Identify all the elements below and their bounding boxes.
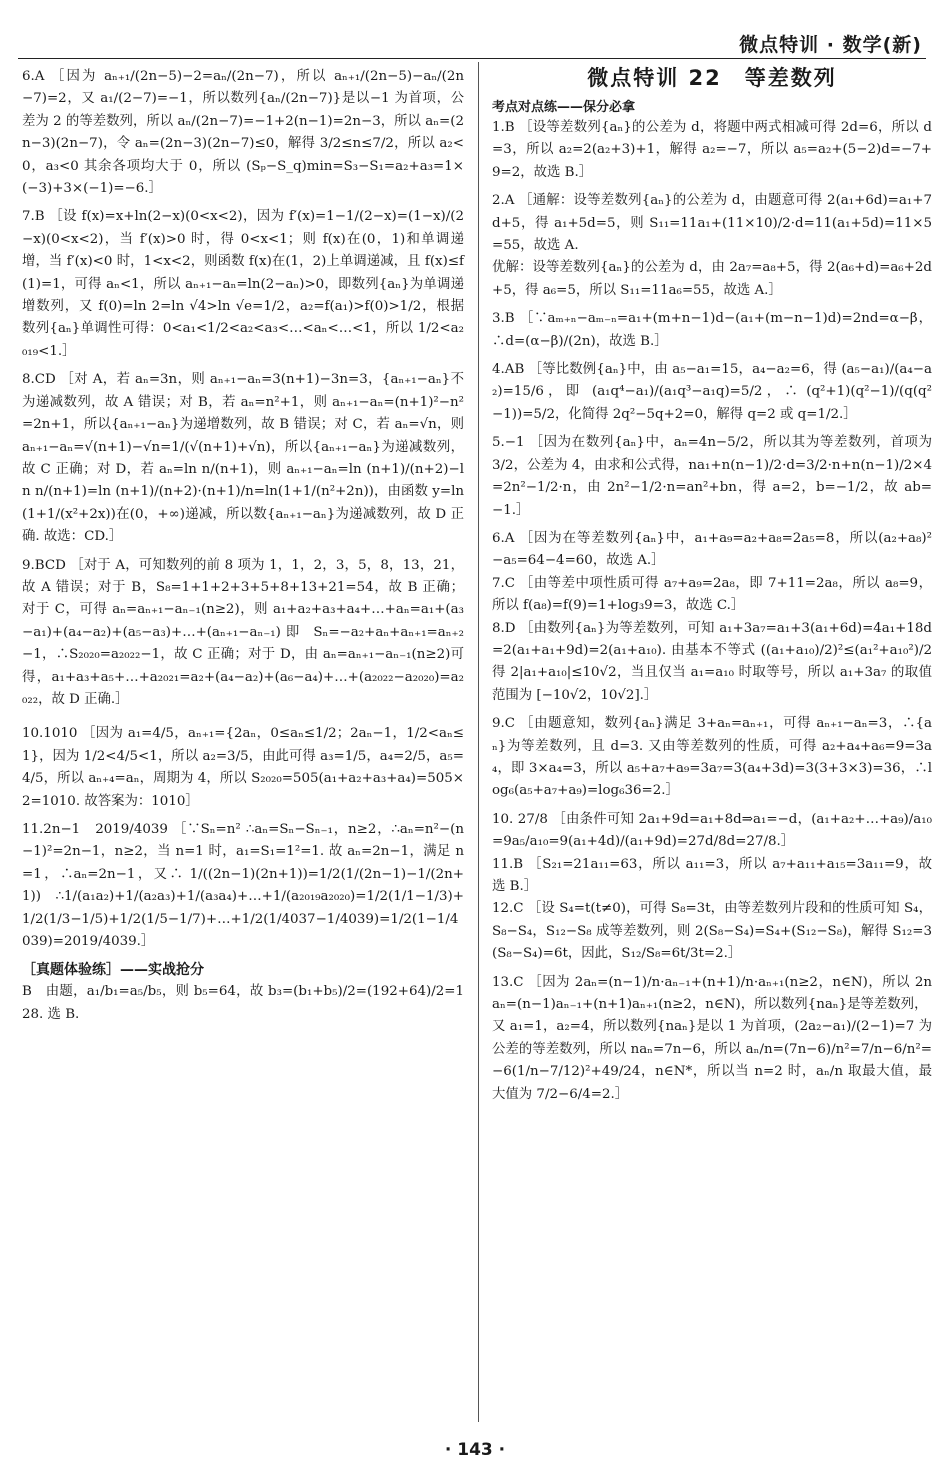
answer-item-12r: 12.C ［设 S₄=t(t≠0)，可得 S₈=3t，由等差数列片段和的性质可知 S₄，S₈−S₄，S₁₂−S₈ 成等差数列，则 2(S₈−S₄)=S₄+(S₁₂−S₈)，解得 S₁₂=3(S₈−S₄)=6t，因此，S₁₂/S₈=6t/3t=2.］ xyxy=(492,901,932,962)
answer-item-8: 8.CD ［对 A，若 aₙ=3n，则 aₙ₊₁−aₙ=3(n+1)−3n=3，{aₙ₊₁−aₙ}不为递减数列，故 A 错误；对 B，若 aₙ=n²+1，则 aₙ₊₁−aₙ=(n+1)²−n²=2n+1，所以{aₙ₊₁−aₙ}为递增数列，故 B 错误；对 C，若 aₙ=√n，则 aₙ₊₁−aₙ=√(n+1)−√n=1/(√(n+1)+√n)，所以{aₙ₊₁−aₙ}为递减数列，故 C 正确；对 D，若 aₙ=ln n/(n+1)，则 aₙ₊₁−aₙ=ln (n+1)/(n+2)−ln n/(n+1)=ln (n+1)/(n+2)·(n+1)/n=ln(1+1/(n²+2n))，由函数 y=ln(1+1/(x²+2x))在(0，+∞)递减，所以数{aₙ₊₁−aₙ}为递减数列，故 D 正确. 故选：CD.］ xyxy=(22,372,464,545)
answer-item-6r: 6.A ［因为在等差数列{aₙ}中，a₁+a₉=a₂+a₈=2a₅=8，所以(a₂+a₈)²−a₅=64−4=60，故选 A.］ xyxy=(492,530,932,569)
section-title: 微点特训 22 等差数列 xyxy=(587,66,837,90)
answer-item-2: 2.A ［通解：设等差数列{aₙ}的公差为 d，由题意可得 2(a₁+6d)=a₁+7d+5，得 a₁+5d=5，则 S₁₁=11a₁+(11×10)/2·d=11(a₁+5d)=11×5=55，故选 A. xyxy=(492,193,932,254)
answer-item-10: 10.1010 ［因为 a₁=4/5，aₙ₊₁={2aₙ，0≤aₙ≤1/2；2aₙ−1，1/2<aₙ≤1}，因为 1/2<4/5<1，所以 a₂=3/5，由此可得 a₃=1/5，a₄=2/5，a₅=4/5，所以 aₙ₊₄=aₙ，周期为 4，所以 S₂₀₂₀=505(a₁+a₂+a₃+a₄)=505×2=1010. 故答案为：1010］ xyxy=(22,726,464,809)
left-column xyxy=(22,66,464,1026)
answer-item-9r: 9.C ［由题意知，数列{aₙ}满足 3+aₙ=aₙ₊₁，可得 aₙ₊₁−aₙ=3，∴{aₙ}为等差数列，且 d=3. 又由等差数列的性质，可得 a₂+a₄+a₆=9=3a₄，即 3×a₄=3，所以 a₅+a₇+a₉=3a₇=3(a₄+3d)=3(3+3×3)=36，∴log₆(a₅+a₇+a₉)=log₆36=2.］ xyxy=(492,716,932,799)
column-divider xyxy=(478,62,479,1422)
answer-item-1: 1.B ［设等差数列{aₙ}的公差为 d，将题中两式相减可得 2d=6，所以 d=3，所以 a₂=2(a₂+3)+1，解得 a₂=−7，所以 a₅=a₂+(5−2)d=−7+9=2，故选 B.］ xyxy=(492,120,932,180)
real-exam-answer: B 由题，a₁/b₁=a₅/b₅，则 b₅=64，故 b₃=(b₁+b₅)/2=(192+64)/2=128. 选 B. xyxy=(22,984,464,1022)
answer-item-8r: 8.D ［由数列{aₙ}为等差数列，可知 a₁+3a₇=a₁+3(a₁+6d)=4a₁+18d=2(a₁+a₁+9d)=2(a₁+a₁₀). 由基本不等式 ((a₁+a₁₀)/2)²≤(a₁²+a₁₀²)/2 得 2|a₁+a₁₀|≤10√2，当且仅当 a₁=a₁₀ 时取等号，所以 a₁+3a₇ 的取值范围为 [−10√2，10√2].］ xyxy=(492,620,932,703)
page-number: · 143 · xyxy=(444,1440,506,1460)
answer-item-9: 9.BCD ［对于 A，可知数列的前 8 项为 1，1，2，3，5，8，13，21，故 A 错误；对于 B，S₈=1+1+2+3+5+8+13+21=54，故 B 正确；对于 C，可得 aₙ=aₙ₊₁−aₙ₋₁(n≥2)，则 a₁+a₂+a₃+a₄+…+aₙ=a₁+(a₃−a₁)+(a₄−a₂)+(a₅−a₃)+…+(aₙ₊₁−aₙ₋₁)即 Sₙ=−a₂+aₙ+aₙ₊₁=aₙ₊₂−1，∴S₂₀₂₀=a₂₀₂₂−1，故 C 正确；对于 D，由 aₙ=aₙ₊₁−aₙ₋₁(n≥2)可得，a₁+a₃+a₅+…+a₂₀₂₁=a₂+(a₄−a₂)+(a₆−a₄)+…+(a₂₀₂₂−a₂₀₂₀)=a₂₀₂₂，故 D 正确.］ xyxy=(22,557,464,707)
answer-item-5: 5.−1 ［因为在数列{aₙ}中，aₙ=4n−5/2，所以其为等差数列，首项为 3/2，公差为 4，由求和公式得，na₁+n(n−1)/2·d=3/2·n+n(n−1)/2×4=2n²−1/2·n，由 2n²−1/2·n=an²+bn，得 a=2，b=−1/2，故 ab=−1.］ xyxy=(492,435,932,518)
answer-item-11r: 11.B ［S₂₁=21a₁₁=63，所以 a₁₁=3，所以 a₇+a₁₁+a₁₅=3a₁₁=9，故选 B.］ xyxy=(492,856,932,894)
answer-item-13r-cont: 又 a₁=1，a₂=4，所以数列{naₙ}是以 1 为首项，(2a₂−a₁)/(2−1)=7 为公差的等差数列，所以 naₙ=7n−6，所以 aₙ/n=(7n−6)/n²=7/n−6/n²=−6(1/n−7/12)²+49/24，n∈N*，所以当 n=2 时，aₙ/n 取最大值，最大值为 7/2−6/4=2.］ xyxy=(492,1019,932,1102)
answer-item-10r: 10. 27/8 ［由条件可知 2a₁+9d=a₁+8d⇒a₁=−d，(a₁+a₂+…+a₉)/a₁₀=9a₅/a₁₀=9(a₁+4d)/(a₁+9d)=27d/8d=27/8.］ xyxy=(492,811,932,850)
answer-item-3: 3.B ［∵aₘ₊ₙ−aₘ₋ₙ=a₁+(m+n−1)d−(a₁+(m−n−1)d)=2nd=α−β，∴d=(α−β)/(2n)，故选 B.］ xyxy=(492,311,932,349)
answer-item-6: 6.A ［因为 aₙ₊₁/(2n−5)−2=aₙ/(2n−7)，所以 aₙ₊₁/(2n−5)−aₙ/(2n−7)=2，又 a₁/(2−7)=−1，所以数列{aₙ/(2n−7)}是以−1 为首项，公差为 2 的等差数列，所以 aₙ/(2n−7)=−1+2(n−1)=2n−3，所以 aₙ=(2n−3)(2n−7)，令 aₙ=(2n−3)(2n−7)≤0，解得 3/2≤n≤7/2，所以 a₂<0，a₃<0 其余各项均大于 0，所以 (Sₚ−S_q)min=S₃−S₁=a₂+a₃=1×(−3)+3×(−1)=−6.］ xyxy=(22,69,464,197)
header-rule xyxy=(18,58,926,59)
answer-item-11: 11.2n−1 2019/4039 ［∵Sₙ=n² ∴aₙ=Sₙ−Sₙ₋₁，n≥2，∴aₙ=n²−(n−1)²=2n−1，n≥2，当 n=1 时，a₁=S₁=1²=1. 故 aₙ=2n−1，满足 n=1，∴aₙ=2n−1，又∴ 1/((2n−1)(2n+1))=1/2(1/(2n−1)−1/(2n+1)) ∴1/(a₁a₂)+1/(a₂a₃)+1/(a₃a₄)+…+1/(a₂₀₁₉a₂₀₂₀)=1/2(1/1−1/3)+1/2(1/3−1/5)+1/2(1/5−1/7)+…+1/2(1/4037−1/4039)=1/2(1−1/4039)=2019/4039.］ xyxy=(22,822,464,950)
practice-subhead: 考点对点练——保分必拿 xyxy=(492,100,636,115)
answer-item-7r: 7.C ［由等差中项性质可得 a₇+a₉=2a₈，即 7+11=2a₈，所以 a₈=9，所以 f(a₈)=f(9)=1+log₃9=3，故选 C.］ xyxy=(492,575,932,614)
answer-item-7: 7.B ［设 f(x)=x+ln(2−x)(0<x<2)，因为 f′(x)=1−1/(2−x)=(1−x)/(2−x)(0<x<2)，当 f′(x)>0 时，得 0<x<1；则 f(x)在(0，1)和单调递增，当 f′(x)<0 时，1<x<2，则函数 f(x)在(1，2)上单调递减，且 f(x)≤f(1)=1，可得 aₙ<1，所以 aₙ₊₁−aₙ=ln(2−aₙ)>0，即数列{aₙ}为单调递增数列，又 f(0)=ln 2=ln √4>ln √e=1/2，a₂=f(a₁)>f(0)>1/2，根据数列{aₙ}单调性可得：0<a₁<1/2<a₂<a₃<…<aₙ<…<1，所以 1/2<a₂₀₁₉<1.］ xyxy=(22,209,464,359)
real-exam-subhead: ［真题体验练］——实战抢分 xyxy=(22,962,204,979)
running-title: 微点特训 · 数学(新) xyxy=(739,34,922,56)
answer-item-13r: 13.C ［因为 2aₙ=(n−1)/n·aₙ₋₁+(n+1)/n·aₙ₊₁(n≥2，n∈N)，所以 2naₙ=(n−1)aₙ₋₁+(n+1)aₙ₊₁(n≥2，n∈N)，所以数列{naₙ}是等差数列， xyxy=(492,974,932,1013)
answer-item-4: 4.AB ［等比数例{aₙ}中，由 a₅−a₁=15，a₄−a₂=6，得 (a₅−a₁)/(a₄−a₂)=15/6，即 (a₁q⁴−a₁)/(a₁q³−a₁q)=5/2，∴ (q²+1)(q²−1)/(q(q²−1))=5/2，化简得 2q²−5q+2=0，解得 q=2 或 q=1/2.］ xyxy=(492,362,932,422)
right-column xyxy=(492,62,932,1106)
answer-item-2-alt: 优解：设等差数列{aₙ}的公差为 d，由 2a₇=a₈+5，得 2(a₆+d)=a₆+2d+5，得 a₆=5，所以 S₁₁=11a₆=55，故选 A.］ xyxy=(492,260,932,298)
